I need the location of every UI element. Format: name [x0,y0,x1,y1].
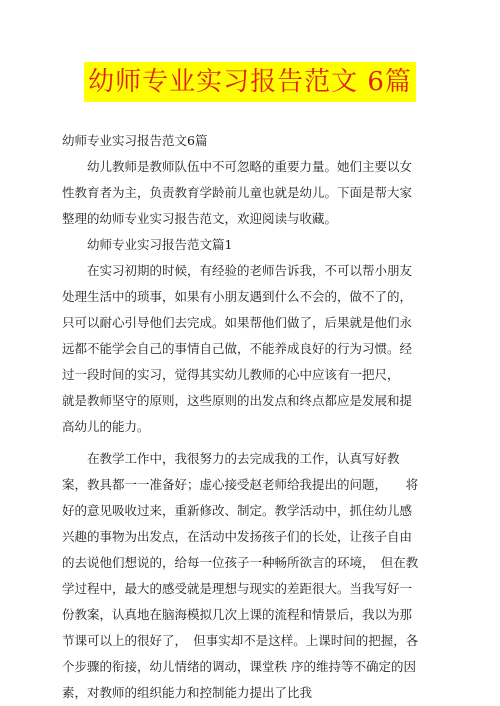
title-area [0,62,500,102]
paragraph-2: 在教学工作中，我很努力的去完成我的工作，认真写好教案，教具都一一准备好；虚心接受赵老师给我提出的问题， 将好的意见吸收过来，重新修改、制定。教学活动中，抓住幼儿感兴趣的事物为出发点，在活动中发扬孩子们的长处，让孩子自由的去说他们想说的，给每一位孩子一种畅所欲言的环境， 但在教学过程中，最大的感受就是理想与现实的差距很大。当我写好一份教案，认真地在脑海模拟几次上课的流程和情景后，我以为那节课可以上的很好了， 但事实却不是这样。上课时间的把握，各个步骤的衔接，幼儿情绪的调动，课堂秩 序的维持等不确定的因素，对教师的组织能力和控制能力提出了比我 [62,451,419,700]
intro-paragraph: 幼儿教师是教师队伍中不可忽略的重要力量。她们主要以女性教育者为主，负责教育学龄前儿童也就是幼儿。下面是帮大家整理的幼师专业实习报告范文，欢迎阅读与收藏。 [62,159,413,226]
section-heading: 幼师专业实习报告范文篇1 [87,237,233,252]
paragraph-1: 在实习初期的时候，有经验的老师告诉我，不可以帮小朋友处理生活中的琐事，如果有小朋友遇到什么不会的，做不了的，只可以耐心引导他们去完成。如果帮他们做了，后果就是他们永远都不能学会自己的事情自己做，不能养成良好的行为习惯。经过一段时间的实习，觉得其实幼儿教师的心中应该有一把尺， 就是教师坚守的原则，这些原则的出发点和终点都应是发展和提高幼儿的能力。 [62,263,431,434]
document-body [62,128,431,706]
document-subtitle: 幼师专业实习报告范文6篇 [62,133,208,148]
document-title: 幼师专业实习报告范文 6篇 [84,62,416,102]
